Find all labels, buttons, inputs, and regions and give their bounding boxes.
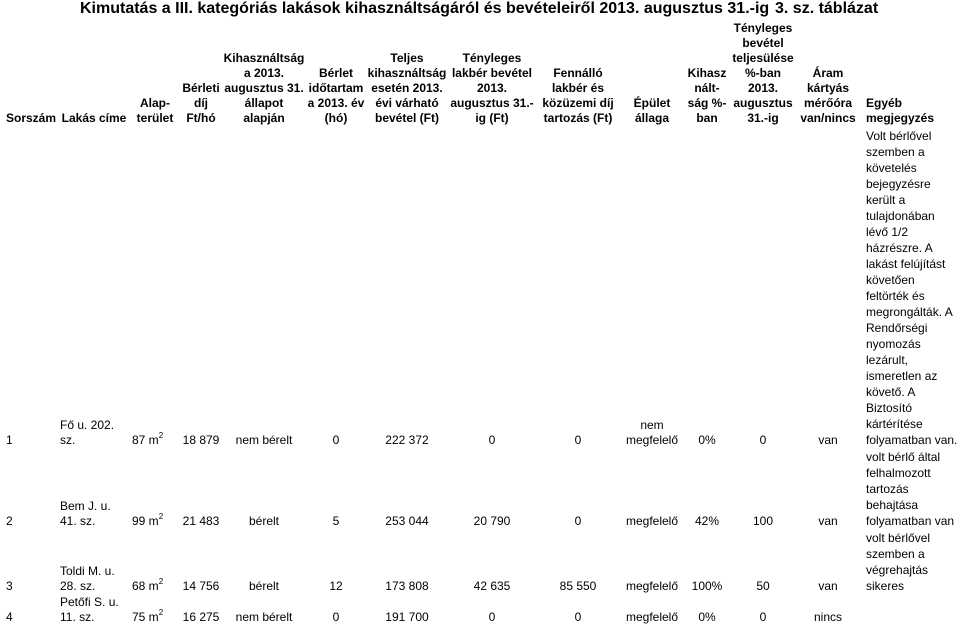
address-cell: Toldi M. u. 28. sz. bbox=[60, 564, 115, 593]
utilization-cell: 0% bbox=[698, 433, 716, 447]
actual-revenue-cell: 0 bbox=[488, 433, 496, 447]
debt-cell: 0 bbox=[574, 433, 582, 447]
expected-revenue-cell: 173 808 bbox=[385, 579, 429, 593]
utilization-cell: 42% bbox=[694, 514, 720, 528]
utilization-cell: 0% bbox=[698, 610, 716, 624]
address-cell: Bem J. u. 41. sz. bbox=[60, 499, 111, 528]
area-cell bbox=[130, 530, 180, 595]
row-number: 4 bbox=[6, 610, 13, 624]
header-sorszam: Sorszám bbox=[6, 111, 57, 125]
debt-cell: 0 bbox=[574, 514, 582, 528]
header-megjegyzes: Egyéb megjegyzés bbox=[866, 96, 935, 125]
utilization-cell: 100% bbox=[691, 579, 723, 593]
expected-revenue-cell: 191 700 bbox=[385, 610, 429, 624]
header-berlet-idotartam: Bérlet időtartam a 2013. év (hó) bbox=[307, 66, 365, 125]
header-teljesules: Tényleges bevétel teljesülése %-ban 2013. augusztus 31.-ig bbox=[732, 21, 794, 125]
header-kihasznaltsag-szazalek: Kihasz nált-ság %-ban bbox=[687, 66, 727, 125]
meter-cell: van bbox=[818, 514, 838, 528]
row-number: 2 bbox=[6, 514, 13, 528]
occupancy-cell: nem bérelt bbox=[235, 610, 293, 624]
row-number: 3 bbox=[6, 579, 13, 593]
housing-utilization-table bbox=[0, 16, 960, 626]
occupancy-cell: nem bérelt bbox=[235, 433, 293, 447]
header-tenyleges-lakber: Tényleges lakbér bevétel 2013. augusztus 31.-ig (Ft) bbox=[450, 51, 534, 125]
actual-revenue-cell: 20 790 bbox=[473, 514, 511, 528]
table-number: 3. sz. táblázat bbox=[775, 0, 879, 17]
expected-revenue-cell: 222 372 bbox=[385, 433, 429, 447]
area-unit-exponent: 2 bbox=[158, 577, 164, 586]
debt-cell: 85 550 bbox=[559, 579, 597, 593]
debt-cell: 0 bbox=[574, 610, 582, 624]
header-tartozas: Fennálló lakbér és közüzemi díj tartozás (Ft) bbox=[542, 66, 614, 125]
condition-cell: megfelelő bbox=[625, 514, 679, 528]
note-cell: volt bérlő által felhalmozott tartozás behajtása folyamatban van bbox=[866, 450, 955, 528]
header-aramkartya: Áram kártyás mérőóra van/nincs bbox=[800, 66, 856, 125]
occupancy-cell: bérelt bbox=[248, 579, 280, 593]
table-row bbox=[0, 595, 960, 626]
area-value: 68 m bbox=[132, 579, 159, 593]
meter-cell: van bbox=[818, 579, 838, 593]
header-varhato-bevetel: Teljes kihasználtság esetén 2013. évi várható bevétel (Ft) bbox=[367, 51, 447, 125]
header-lakas-cime: Lakás címe bbox=[61, 111, 127, 125]
lease-months-cell: 5 bbox=[332, 514, 340, 528]
occupancy-cell: bérelt bbox=[248, 514, 280, 528]
header-berleti-dij: Bérleti díj Ft/hó bbox=[182, 81, 220, 125]
row-number: 1 bbox=[6, 433, 13, 447]
note-cell: volt bérlővel szemben a végrehajtás sikeres bbox=[866, 531, 931, 593]
meter-cell: van bbox=[818, 433, 838, 447]
expected-revenue-cell: 253 044 bbox=[385, 514, 429, 528]
rent-cell: 14 756 bbox=[182, 579, 220, 593]
table-row bbox=[0, 449, 960, 530]
rent-cell: 21 483 bbox=[182, 514, 220, 528]
table-row bbox=[0, 128, 960, 449]
fulfillment-cell: 50 bbox=[756, 579, 770, 593]
condition-cell: megfelelő bbox=[625, 579, 679, 593]
meter-cell: nincs bbox=[813, 610, 842, 624]
condition-cell: megfelelő bbox=[625, 610, 679, 624]
area-unit-exponent: 2 bbox=[158, 512, 164, 521]
area-value: 87 m bbox=[132, 433, 159, 447]
actual-revenue-cell: 42 635 bbox=[473, 579, 511, 593]
area-cell bbox=[130, 128, 180, 449]
rent-cell: 16 275 bbox=[182, 610, 220, 624]
lease-months-cell: 0 bbox=[332, 610, 340, 624]
actual-revenue-cell: 0 bbox=[488, 610, 496, 624]
document-title: Kimutatás a III. kategóriás lakások kihasználtságáról és bevételeiről 2013. augusztus 31.-ig bbox=[80, 0, 770, 17]
area-cell bbox=[130, 449, 180, 530]
address-cell: Petőfi S. u. 11. sz. bbox=[60, 595, 119, 624]
table-row bbox=[0, 530, 960, 595]
note-cell: Volt bérlővel szemben a követelés bejegyzésre került a tulajdonában lévő 1/2 házrészre. A lakást felújítást követően feltörték és megrongálták. A Rendőrségi nyomozás lezárult, ismeretlen az követő. A Biztosító kártérítése folyamatban van. bbox=[866, 129, 958, 447]
fulfillment-cell: 0 bbox=[759, 610, 767, 624]
header-kihasznaltsag: Kihasználtság a 2013. augusztus 31. állapot alapján bbox=[223, 51, 305, 125]
area-unit-exponent: 2 bbox=[158, 608, 164, 617]
area-value: 75 m bbox=[132, 610, 159, 624]
fulfillment-cell: 100 bbox=[752, 514, 774, 528]
area-unit-exponent: 2 bbox=[158, 431, 164, 440]
area-cell bbox=[130, 595, 180, 626]
header-epulet-allaga: Épület állaga bbox=[633, 96, 671, 125]
lease-months-cell: 12 bbox=[329, 579, 343, 593]
address-cell: Fő u. 202. sz. bbox=[60, 418, 115, 447]
area-value: 99 m bbox=[132, 514, 159, 528]
fulfillment-cell: 0 bbox=[759, 433, 767, 447]
rent-cell: 18 879 bbox=[182, 433, 220, 447]
header-row bbox=[0, 16, 960, 128]
note-cell bbox=[860, 595, 960, 626]
condition-cell: nem megfelelő bbox=[625, 418, 679, 447]
header-alapterulet: Alap-terület bbox=[136, 96, 174, 125]
lease-months-cell: 0 bbox=[332, 433, 340, 447]
